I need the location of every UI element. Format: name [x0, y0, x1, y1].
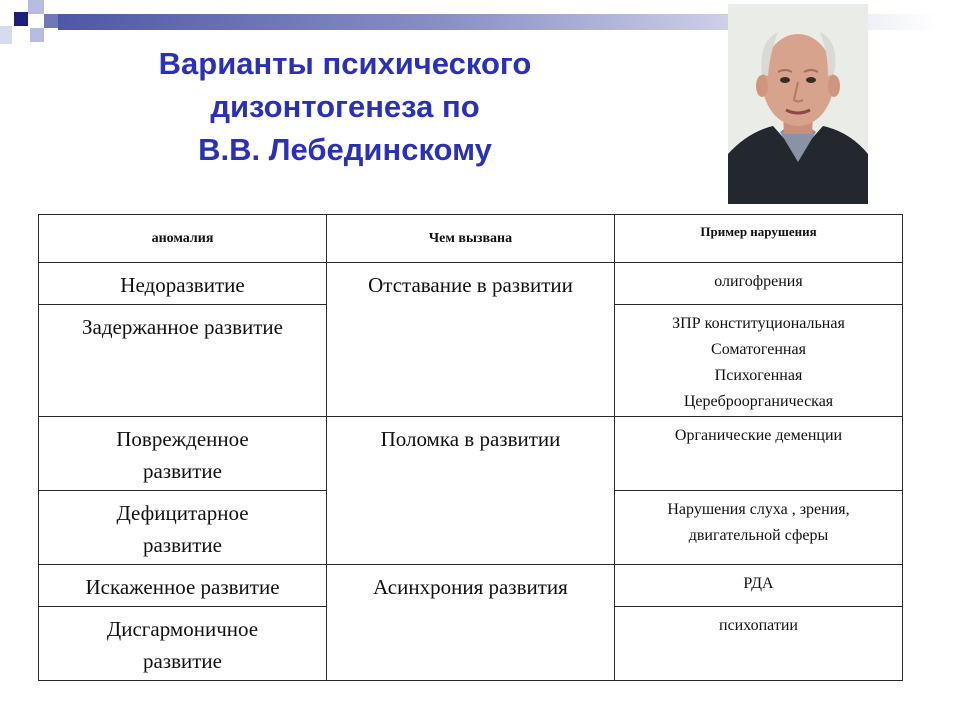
slide-title: [105, 42, 585, 171]
anomaly-cell: [39, 565, 327, 607]
table-row: [39, 263, 903, 305]
portrait-image: [728, 4, 868, 204]
table-row: [39, 417, 903, 491]
title-line: В.В. Лебединскому: [198, 132, 492, 167]
example-cell: [615, 565, 903, 607]
example-cell: [615, 417, 903, 491]
cell-text: Органические деменции: [674, 427, 843, 444]
cell-text: Нарушения слуха , зрения,: [667, 501, 850, 518]
cell-text: Асинхрония развития: [373, 575, 568, 599]
anomaly-cell: [39, 263, 327, 305]
cell-text: двигательной сферы: [688, 527, 829, 544]
cell-text: Отставание в развитии: [368, 273, 573, 297]
portrait-photo: [728, 4, 868, 204]
cell-text: Соматогенная: [711, 341, 806, 358]
cell-text: олигофрения: [714, 273, 803, 290]
anomaly-cell: [39, 417, 327, 491]
cell-text: Цереброорганическая: [683, 393, 834, 410]
cell-text: Недоразвитие: [120, 273, 245, 297]
column-header: Чем вызвана: [327, 215, 615, 263]
cell-text: РДА: [743, 575, 774, 592]
cell-text: развитие: [142, 533, 222, 557]
table-header-row: [39, 215, 903, 263]
cause-cell: [327, 417, 615, 565]
cell-text: Поврежденное: [116, 427, 249, 451]
cell-text: Дисгармоничное: [106, 617, 259, 641]
example-cell: [615, 263, 903, 305]
table-row: [39, 565, 903, 607]
cell-text: Дефицитарное: [116, 501, 249, 525]
cell-text: Психогенная: [714, 367, 803, 384]
decor-square: [0, 26, 12, 44]
decor-square: [30, 28, 44, 42]
cell-text: Искаженное развитие: [85, 575, 280, 599]
title-line: дизонтогенеза по: [210, 89, 480, 124]
cause-cell: [327, 263, 615, 417]
anomaly-cell: [39, 305, 327, 417]
anomaly-cell: [39, 491, 327, 565]
cell-text: психопатии: [719, 617, 798, 634]
column-header: Пример нарушения: [615, 215, 903, 263]
dysontogenesis-table: [38, 214, 903, 681]
anomaly-cell: [39, 607, 327, 681]
cell-text: развитие: [142, 459, 222, 483]
column-header: аномалия: [39, 215, 327, 263]
cell-text: ЗПР конституциональная: [672, 315, 845, 332]
decor-square: [44, 14, 58, 28]
decor-square: [14, 12, 28, 26]
cause-cell: [327, 565, 615, 681]
example-cell: [615, 491, 903, 565]
cell-text: Задержанное развитие: [82, 315, 283, 339]
cell-text: Поломка в развитии: [380, 427, 561, 451]
example-cell: [615, 305, 903, 417]
example-cell: [615, 607, 903, 681]
title-line: Варианты психического: [158, 46, 532, 81]
cell-text: развитие: [142, 649, 222, 673]
decor-square: [28, 0, 44, 14]
